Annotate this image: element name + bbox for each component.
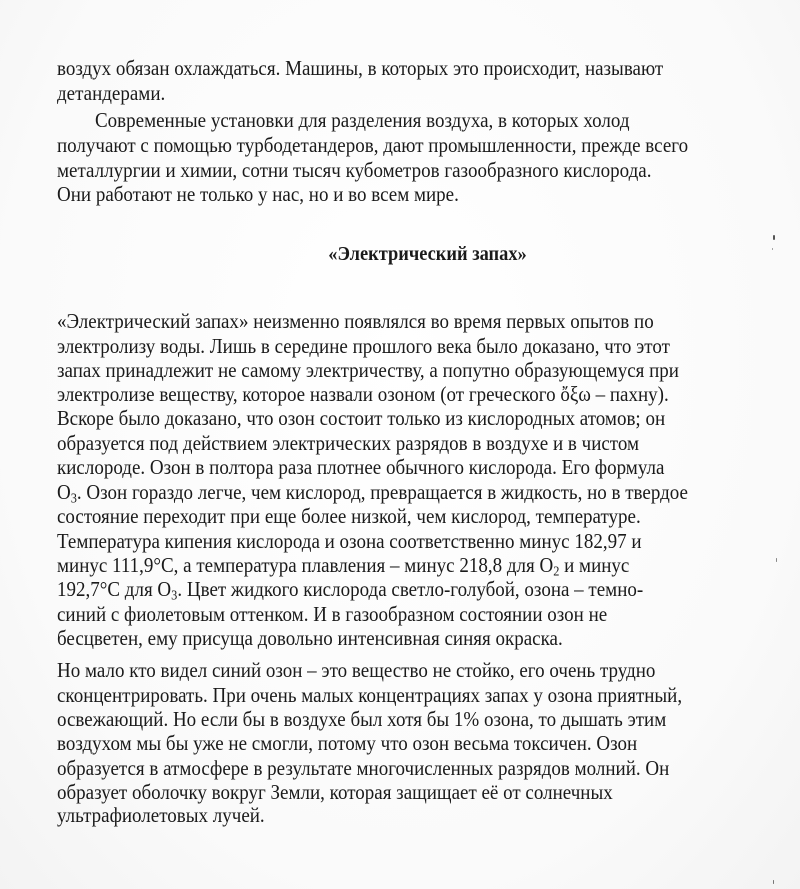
text-line: образуется в атмосфере в результате многочисленных разрядов молний. Он xyxy=(57,756,670,780)
text-line: электролизе веществу, которое назвали озоном (от греческого ὄξω – пахну). xyxy=(57,382,669,406)
line-rest: и минус xyxy=(559,553,630,577)
line-text: минус 111,9°C, а температура плавления – минус 218,8 для O xyxy=(57,553,554,577)
text-line: освежающий. Но если бы в воздухе был хотя бы 1% озона, то дышать этим xyxy=(57,707,667,731)
section-title: «Электрический запах» xyxy=(328,243,527,265)
text-line: электролизу воды. Лишь в середине прошлого века было доказано, что этот xyxy=(57,334,670,358)
text-line-formula xyxy=(57,480,688,504)
scan-speck xyxy=(773,235,775,240)
text-line: Они работают не только у нас, но и во всем мире. xyxy=(57,182,459,206)
formula-prefix: O xyxy=(57,480,71,504)
text-line: образует оболочку вокруг Земли, которая защищает её от солнечных xyxy=(57,780,613,804)
line-text: 192,7°C для O xyxy=(57,577,172,601)
text-line: образуется под действием электрических разрядов в воздухе и в чистом xyxy=(57,431,640,455)
text-line: ультрафиолетовых лучей. xyxy=(57,803,265,827)
text-line: воздух обязан охлаждаться. Машины, в которых это происходит, называют xyxy=(57,56,664,80)
text-line: «Электрический запах» неизменно появлялся во время первых опытов по xyxy=(57,309,654,333)
text-line: запах принадлежит не самому электричеству, а попутно образующемуся при xyxy=(57,358,679,382)
scan-speck xyxy=(772,248,773,250)
text-line-formula xyxy=(57,553,629,577)
text-line: сконцентрировать. При очень малых концентрациях запах у озона приятный, xyxy=(57,683,683,707)
text-line: кислороде. Озон в полтора раза плотнее обычного кислорода. Его формула xyxy=(57,455,665,479)
text-line: состояние переходит при еще более низкой, чем кислород, температуре. xyxy=(57,504,641,528)
subscript: 3 xyxy=(171,587,178,603)
scan-speck xyxy=(776,558,777,562)
subscript: 3 xyxy=(70,490,77,506)
text-line: синий с фиолетовым оттенком. И в газообразном состоянии озон не xyxy=(57,602,608,626)
text-line: получают с помощью турбодетандеров, дают промышленности, прежде всего xyxy=(57,133,689,157)
scan-speck xyxy=(773,880,774,884)
line-rest: . Озон гораздо легче, чем кислород, превращается в жидкость, но в твердое xyxy=(76,480,688,504)
text-line: Вскоре было доказано, что озон состоит только из кислородных атомов; он xyxy=(57,406,666,430)
text-line: воздухом мы бы уже не смогли, потому что озон весьма токсичен. Озон xyxy=(57,731,638,755)
text-line: Современные установки для разделения воздуха, в которых холод xyxy=(95,108,630,132)
text-line: бесцветен, ему присуща довольно интенсивная синяя окраска. xyxy=(57,626,563,650)
subscript: 2 xyxy=(553,563,560,579)
text-line: металлургии и химии, сотни тысяч кубометров газообразного кислорода. xyxy=(57,158,652,182)
line-rest: . Цвет жидкого кислорода светло-голубой, озона – темно- xyxy=(177,577,644,601)
text-line-formula xyxy=(57,577,643,601)
text-line: детандерами. xyxy=(57,81,166,105)
text-line: Но мало кто видел синий озон – это вещество не стойко, его очень трудно xyxy=(57,658,656,682)
text-line: Температура кипения кислорода и озона соответственно минус 182,97 и xyxy=(57,529,642,553)
